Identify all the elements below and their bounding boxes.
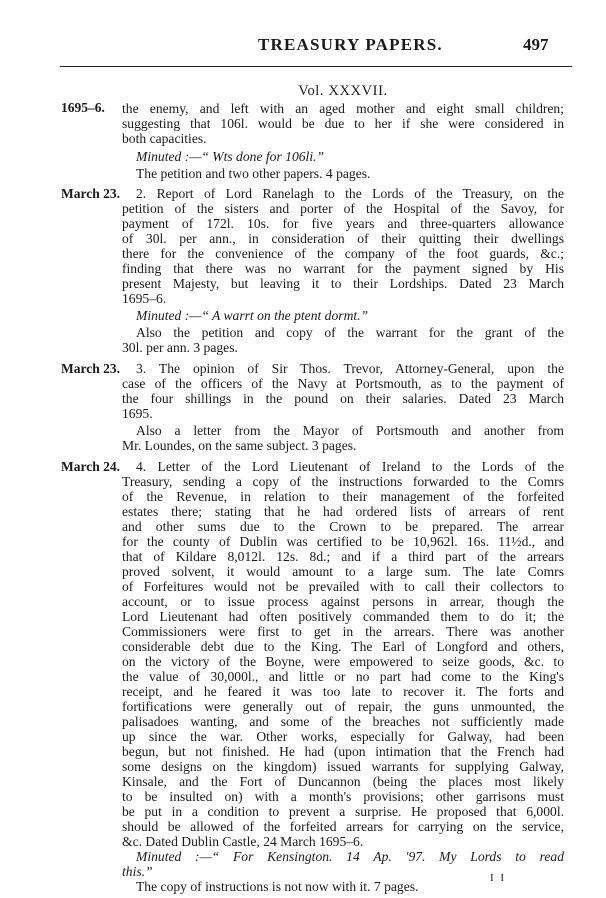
entry-line: to be insulted on) with a month's provisions; other garrisons must [122,789,564,804]
entry-line: payment of 172l. 10s. for five years and three-quarters allowance [122,216,564,231]
entry-line: account, or to issue process against persons in arrear, though the [122,594,564,609]
entry-line: estates there; stating that he had ordered lists of arrears of rent [122,504,564,519]
entry-line: 1695–6. [122,291,167,306]
entry-line: Treasury, sending a copy of the instructions forwarded to the Comrs [122,474,564,489]
entry-line: &c. Dated Dublin Castle, 24 March 1695–6. [122,834,364,849]
running-title: TREASURY PAPERS. [258,35,443,54]
entry-line: considerable debt due to the King. The Earl of Longford and others, [122,639,564,654]
entry-line: of Forfeitures would not be prevailed with to call their collectors to [122,579,564,594]
entry-line: of 30l. per ann., in consideration of their quitting their dwellings [122,231,564,246]
entry-line: that of Kildare 8,012l. 12s. 8d.; and if a third part of the arrears [122,549,564,564]
entry-line: up since the war. Other works, especially for Galway, had been [122,729,564,744]
entry-date: March 23. [61,361,120,376]
minuted-note: Minuted :—“ Wts done for 106li.” [136,149,325,164]
entry-line: fortifications were generally out of repair, the guns unmounted, the [122,699,564,714]
entry-line: present Majesty, but leaving it to their Lordships. Dated 23 March [122,276,564,291]
entry-line: receipt, and he feared it was too late to recover it. The forts and [122,684,564,699]
page-number: 497 [523,35,549,54]
entry-line: 1695. [122,406,153,421]
copy-note: The copy of instructions is not now with it. 7 pages. [136,879,419,894]
page-header [0,35,606,55]
signature-mark: I I [490,872,507,884]
year-margin: 1695–6. [61,100,105,115]
entry-line: and other sums due to the Crown to be prepared. The arrear [122,519,564,534]
entry-line: palisadoes wanting, and some of the breaches not sufficiently made [122,714,564,729]
entry-line: 2. Report of Lord Ranelagh to the Lords of the Treasury, on the [136,186,564,201]
entry-line: some designs on the kingdom) issued warrants for supplying Galway, [122,759,564,774]
entry-line: Commissioners were first to get in the arrears. There was another [122,624,564,639]
entry-line: for the county of Dublin was certified to be 10,962l. 16s. 11½d., and [122,534,564,549]
entry-line: proved solvent, it would amount to a large sum. The late Comrs [122,564,564,579]
entry-line: Lord Lieutenant had often positively commanded them to do it; the [122,609,564,624]
continuation-line-3: both capacities. [122,131,207,146]
continuation-line-1: the enemy, and left with an aged mother and eight small children; [122,101,564,116]
entry-line: of the Revenue, in relation to their management of the forfeited [122,489,564,504]
also-note: Also the petition and copy of the warrant for the grant of the [136,325,564,340]
entry-line: should be allowed of the forfeited arrears for carrying on the service, [122,819,564,834]
entry-line: the value of 30,000l., and little or no part had come to the King's [122,669,564,684]
continuation-line-2: suggesting that 106l. would be due to her if she were considered in [122,116,564,131]
entry-line: 3. The opinion of Sir Thos. Trevor, Attorney-General, upon the [136,361,564,376]
volume-heading: Vol. XXXVII. [298,83,388,99]
header-rule [60,66,572,67]
minuted-note: Minuted :—“ For Kensington. 14 Ap. '97. My Lords to read [136,849,564,864]
entry-line: 4. Letter of the Lord Lieutenant of Ireland to the Lords of the [136,459,564,474]
minuted-note: Minuted :—“ A warrt on the ptent dormt.” [136,308,369,323]
also-note: Also a letter from the Mayor of Portsmouth and another from [136,423,564,438]
entry-line: the four shillings in the pound on their salaries. Dated 23 March [122,391,564,406]
entry-date: March 23. [61,186,120,201]
entry-line: Kinsale, and the Fort of Duncannon (being the places most likely [122,774,564,789]
entry-line: on the victory of the Boyne, were empowered to seize goods, &c. to [122,654,564,669]
entry-date: March 24. [61,459,120,474]
papers-note: The petition and two other papers. 4 pages. [136,166,371,181]
entry-line: case of the officers of the Navy at Portsmouth, as to the payment of [122,376,564,391]
also-note: 30l. per ann. 3 pages. [122,340,238,355]
minuted-note: this.” [122,864,153,879]
entry-line: begun, but not finished. He had (upon intimation that the French had [122,744,564,759]
also-note: Mr. Loundes, on the same subject. 3 pages. [122,438,357,453]
entry-line: petition of the sisters and porter of the Hospital of the Savoy, for [122,201,564,216]
entry-line: finding that there was no warrant for the payment signed by His [122,261,564,276]
entry-line: there for the convenience of the company of the foot guards, &c.; [122,246,564,261]
entry-line: be put in a condition to prevent a surprise. He proposed that 6,000l. [122,804,564,819]
